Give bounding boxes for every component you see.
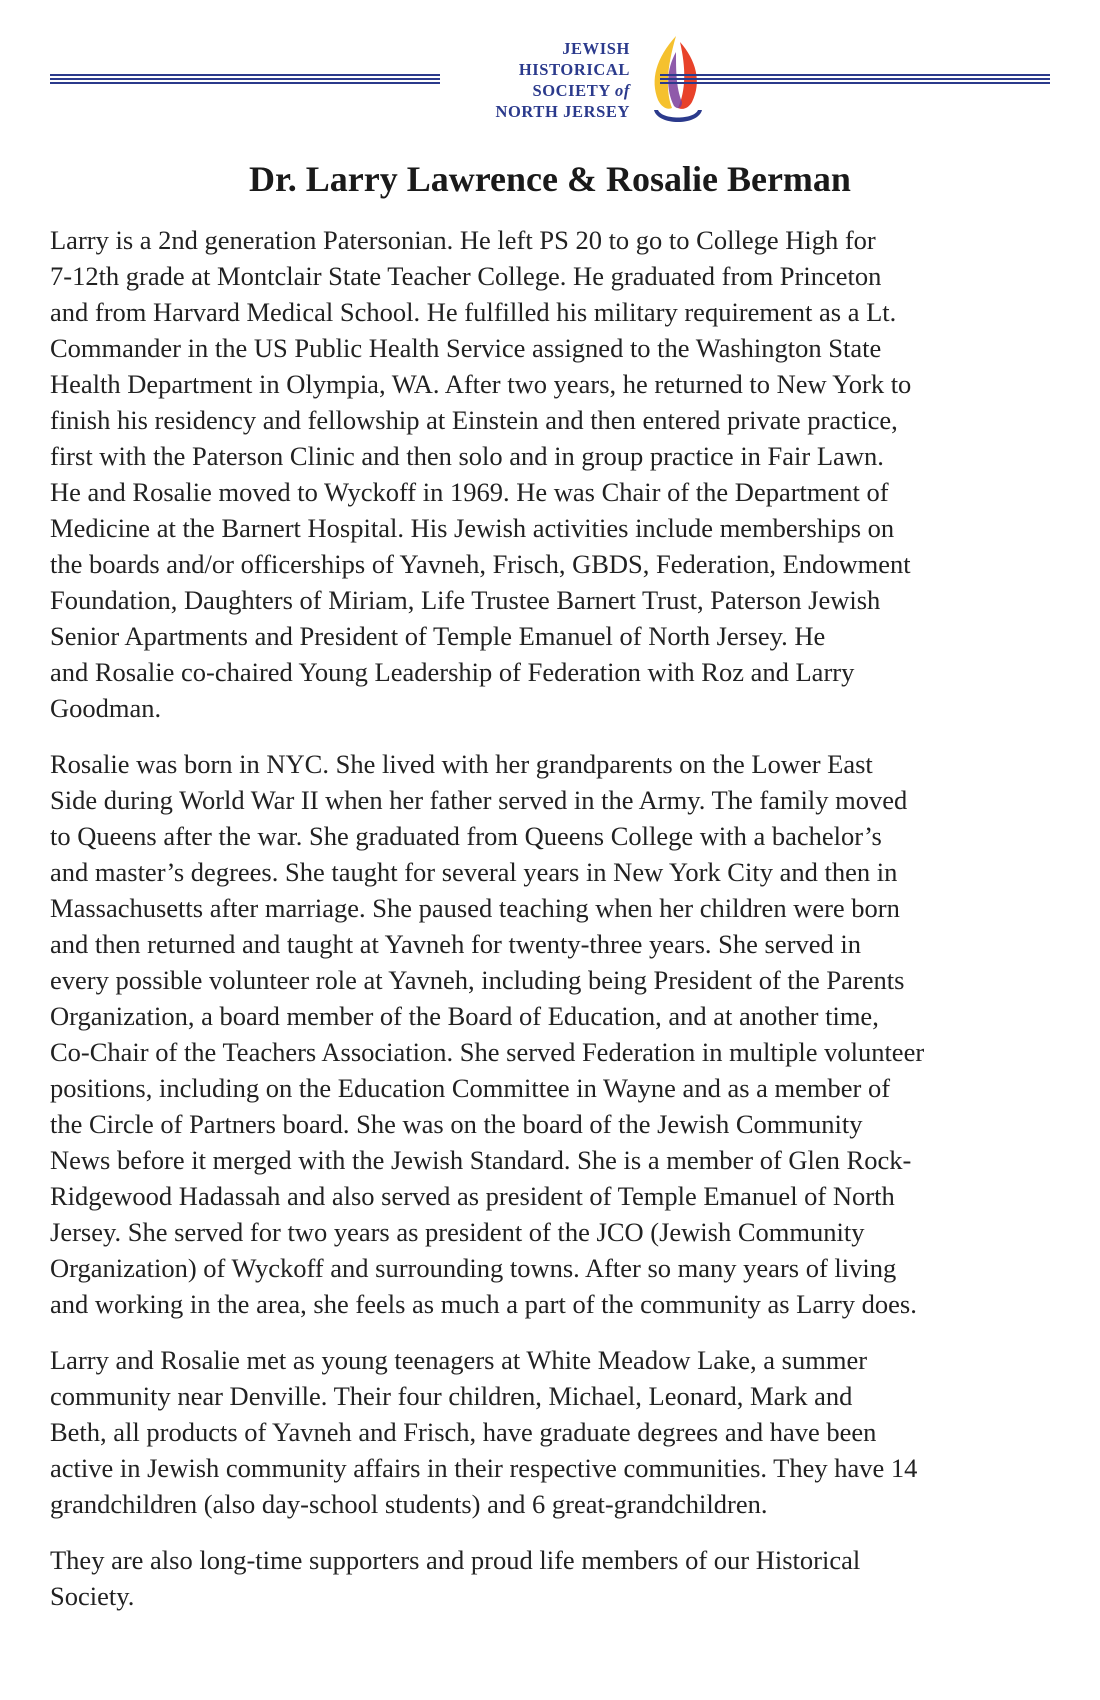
paragraph-rosalie [50, 746, 1060, 1322]
logo-line-4: NORTH JERSEY [495, 102, 630, 121]
text-line: News before it merged with the Jewish Standard. She is a member of Glen Rock- [50, 1145, 912, 1175]
text-line: Medicine at the Barnert Hospital. His Jewish activities include memberships on [50, 513, 895, 543]
text-line: Health Department in Olympia, WA. After two years, he returned to New York to [50, 369, 912, 399]
text-line: first with the Paterson Clinic and then solo and in group practice in Fair Lawn. [50, 441, 884, 471]
text-line: every possible volunteer role at Yavneh, including being President of the Parents [50, 965, 905, 995]
text-line: Commander in the US Public Health Service assigned to the Washington State [50, 333, 882, 363]
text-line: Foundation, Daughters of Miriam, Life Trustee Barnert Trust, Paterson Jewish [50, 585, 881, 615]
logo-wordmark [430, 38, 630, 122]
text-line: and Rosalie co-chaired Young Leadership of Federation with Roz and Larry [50, 657, 855, 687]
text-line: finish his residency and fellowship at Einstein and then entered private practice, [50, 405, 898, 435]
text-line: Co-Chair of the Teachers Association. She served Federation in multiple volunteer [50, 1037, 925, 1067]
text-line: community near Denville. Their four children, Michael, Leonard, Mark and [50, 1381, 853, 1411]
text-line: to Queens after the war. She graduated from Queens College with a bachelor’s [50, 821, 882, 851]
flame-base [654, 110, 702, 122]
text-line: Society. [50, 1581, 135, 1611]
logo-line-1: JEWISH [562, 39, 630, 58]
paragraph-larry [50, 222, 1060, 726]
text-line: Organization, a board member of the Board of Education, and at another time, [50, 1001, 879, 1031]
text-line: Senior Apartments and President of Temple Emanuel of North Jersey. He [50, 621, 826, 651]
text-line: Jersey. She served for two years as president of the JCO (Jewish Community [50, 1217, 865, 1247]
paragraph-closing [50, 1542, 1060, 1614]
text-line: the boards and/or officerships of Yavneh, Frisch, GBDS, Federation, Endowment [50, 549, 911, 579]
text-line: positions, including on the Education Committee in Wayne and as a member of [50, 1073, 891, 1103]
text-line: They are also long-time supporters and proud life members of our Historical [50, 1545, 861, 1575]
logo-of: of [615, 81, 630, 100]
header-rule-right [660, 74, 1050, 84]
text-line: Beth, all products of Yavneh and Frisch, have graduate degrees and have been [50, 1417, 877, 1447]
text-line: and from Harvard Medical School. He fulfilled his military requirement as a Lt. [50, 297, 897, 327]
text-line: Larry and Rosalie met as young teenagers at White Meadow Lake, a summer [50, 1345, 868, 1375]
text-line: the Circle of Partners board. She was on the board of the Jewish Community [50, 1109, 863, 1139]
text-line: Massachusetts after marriage. She paused teaching when her children were born [50, 893, 900, 923]
logo-line-2: HISTORICAL [518, 60, 630, 79]
header [50, 30, 1050, 140]
text-line: and master’s degrees. She taught for several years in New York City and then in [50, 857, 898, 887]
text-line: Rosalie was born in NYC. She lived with her grandparents on the Lower East [50, 749, 873, 779]
text-line: 7-12th grade at Montclair State Teacher College. He graduated from Princeton [50, 261, 882, 291]
text-line: Side during World War II when her father served in the Army. The family moved [50, 785, 908, 815]
text-line: active in Jewish community affairs in their respective communities. They have 14 [50, 1453, 918, 1483]
header-rule-left [50, 74, 440, 84]
text-line: Organization) of Wyckoff and surrounding towns. After so many years of living [50, 1253, 897, 1283]
biography-body [50, 222, 1060, 1634]
text-line: grandchildren (also day-school students) and 6 great-grandchildren. [50, 1489, 768, 1519]
text-line: Goodman. [50, 693, 162, 723]
text-line: and then returned and taught at Yavneh for twenty-three years. She served in [50, 929, 861, 959]
text-line: He and Rosalie moved to Wyckoff in 1969. He was Chair of the Department of [50, 477, 889, 507]
text-line: Larry is a 2nd generation Patersonian. He left PS 20 to go to College High for [50, 225, 876, 255]
logo-line-3: SOCIETY of [532, 81, 630, 100]
text-line: and working in the area, she feels as much a part of the community as Larry does. [50, 1289, 917, 1319]
paragraph-family [50, 1342, 1060, 1522]
page-title: Dr. Larry Lawrence & Rosalie Berman [249, 159, 851, 199]
text-line: Ridgewood Hadassah and also served as president of Temple Emanuel of North [50, 1181, 895, 1211]
